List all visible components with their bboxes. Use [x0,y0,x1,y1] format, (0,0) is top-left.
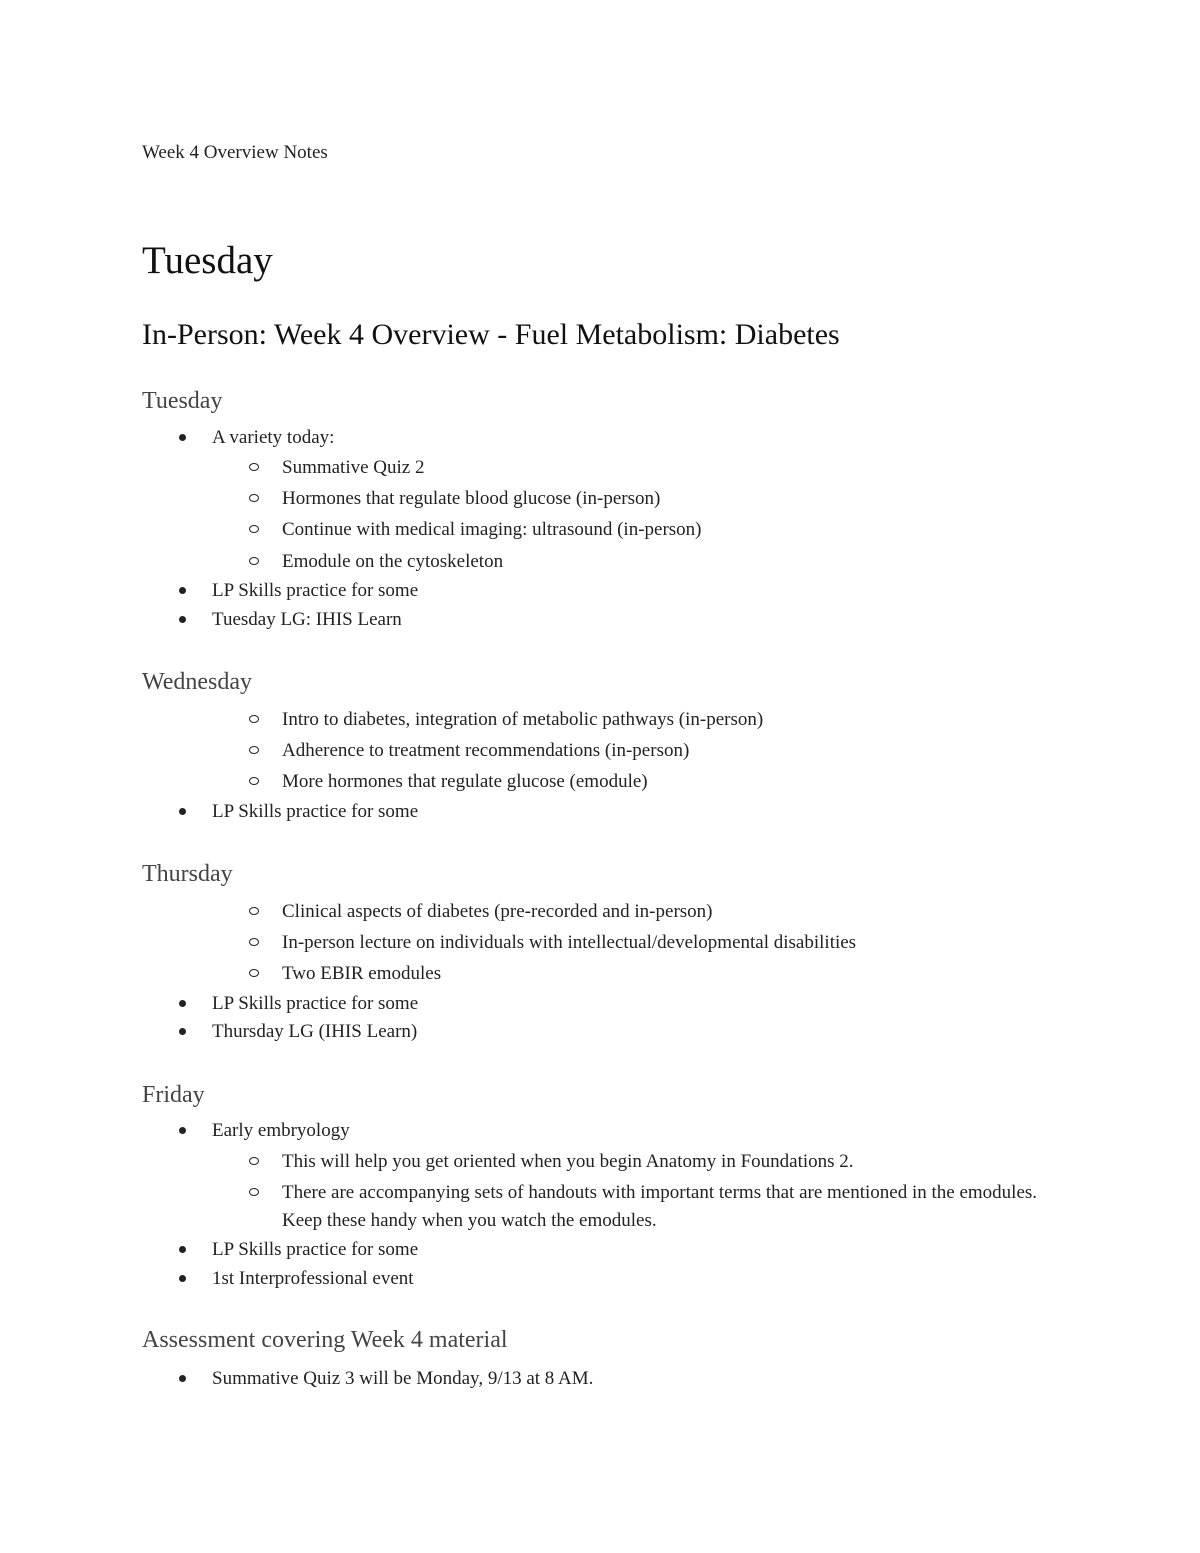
list-tuesday [142,424,1072,635]
list-item: Summative Quiz 2 [142,454,1072,485]
list-item: More hormones that regulate glucose (emodule) [142,768,1072,798]
list-item: LP Skills practice for some [142,990,1072,1018]
list-item: Hormones that regulate blood glucose (in-person) [142,485,1072,516]
list-item: There are accompanying sets of handouts with important terms that are mentioned in the emodules. Keep these handy when you watch the emodules. [142,1179,1072,1236]
list-friday [142,1117,1072,1294]
list-item: 1st Interprofessional event [142,1265,1072,1294]
list-item: This will help you get oriented when you begin Anatomy in Foundations 2. [142,1148,1072,1179]
list-item: Intro to diabetes, integration of metabolic pathways (in-person) [142,706,1072,737]
list-item: A variety today: [142,424,1072,454]
list-item: LP Skills practice for some [142,577,1072,606]
heading-1: Tuesday [142,239,273,282]
list-wednesday [142,706,1072,827]
section-heading-wednesday: Wednesday [142,669,253,695]
section-heading-assessment: Assessment covering Week 4 material [142,1327,508,1353]
list-item: Two EBIR emodules [142,960,1072,990]
section-heading-friday: Friday [142,1082,205,1108]
list-item: Thursday LG (IHIS Learn) [142,1018,1072,1047]
section-heading-tuesday: Tuesday [142,388,223,414]
list-item: Continue with medical imaging: ultrasound (in-person) [142,516,1072,548]
list-item: Tuesday LG: IHIS Learn [142,606,1072,635]
list-thursday [142,898,1072,1047]
list-item: LP Skills practice for some [142,1236,1072,1265]
list-item: Adherence to treatment recommendations (in-person) [142,737,1072,768]
list-assessment [142,1365,1072,1394]
list-item: Summative Quiz 3 will be Monday, 9/13 at 8 AM. [142,1365,1072,1394]
section-heading-thursday: Thursday [142,861,233,887]
list-item: Clinical aspects of diabetes (pre-recorded and in-person) [142,898,1072,929]
heading-2: In-Person: Week 4 Overview - Fuel Metabolism: Diabetes [142,318,840,351]
list-item: In-person lecture on individuals with intellectual/developmental disabilities [142,929,1072,960]
list-item: Early embryology [142,1117,1072,1148]
list-item: LP Skills practice for some [142,798,1072,827]
document-title: Week 4 Overview Notes [142,142,328,163]
list-item: Emodule on the cytoskeleton [142,548,1072,577]
